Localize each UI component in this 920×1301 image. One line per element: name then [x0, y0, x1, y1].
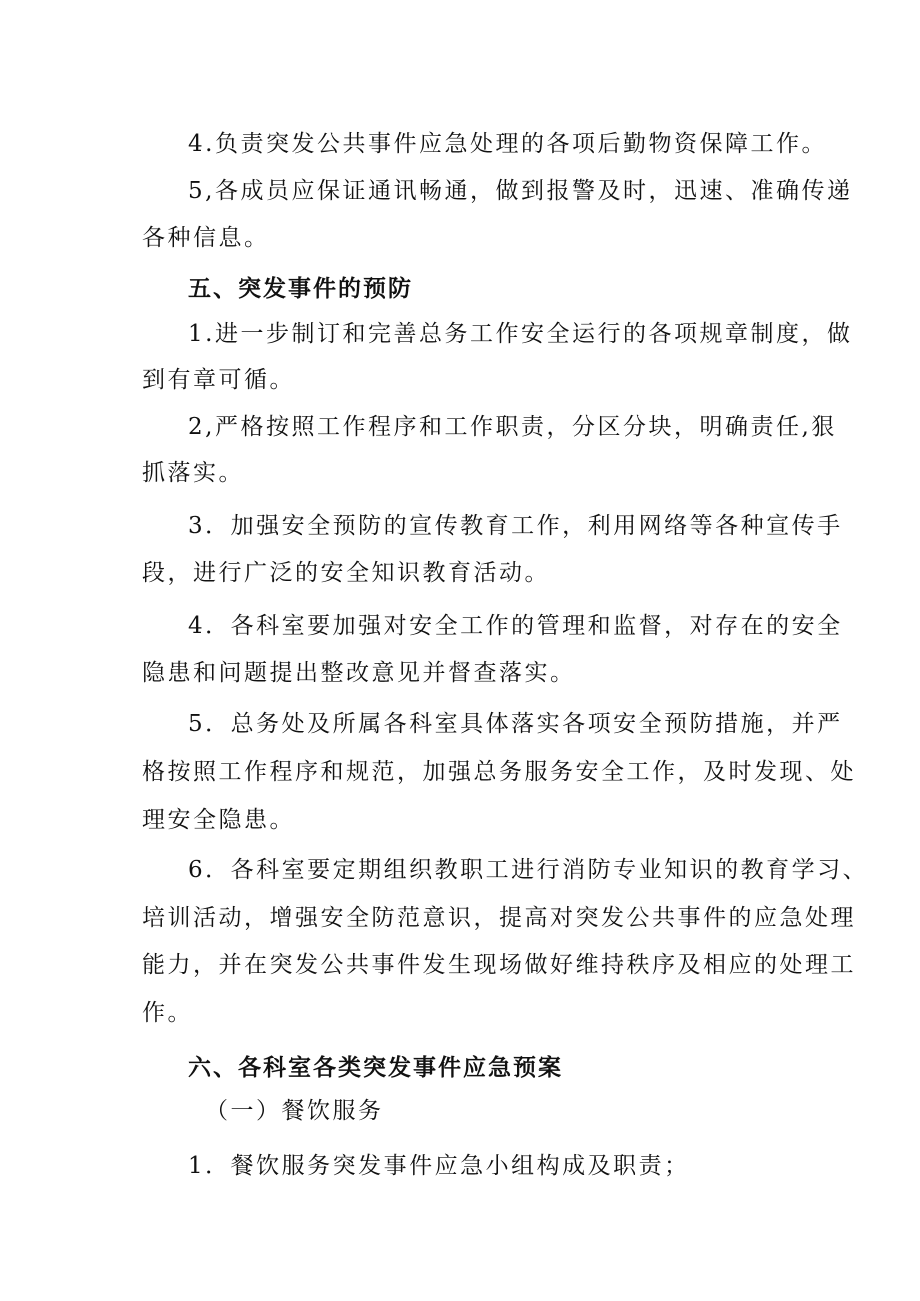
paragraph-line: 1.进一步制订和完善总务工作安全运行的各项规章制度，做 — [188, 321, 853, 347]
paragraph-line: 培训活动，增强安全防范意识，提高对突发公共事件的应急处理 — [142, 905, 856, 931]
paragraph-line: 2,严格按照工作程序和工作职责，分区分块，明确责任,狠 — [188, 414, 837, 440]
paragraph-line: 4．各科室要加强对安全工作的管理和监督，对存在的安全 — [188, 613, 843, 639]
paragraph-line: 理安全隐患。 — [142, 807, 295, 833]
paragraph-line: 段，进行广泛的安全知识教育活动。 — [142, 560, 550, 586]
paragraph-line: 到有章可循。 — [142, 367, 295, 393]
paragraph-line: 各种信息。 — [142, 225, 270, 251]
paragraph-line: 6．各科室要定期组织教职工进行消防专业知识的教育学习、 — [188, 857, 869, 883]
paragraph-line: 能力，并在突发公共事件发生现场做好维持秩序及相应的处理工 — [142, 952, 856, 978]
paragraph-line: 隐患和问题提出整改意见并督查落实。 — [142, 660, 576, 686]
section-heading-5: 五、突发事件的预防 — [188, 276, 413, 302]
paragraph-line: 1．餐饮服务突发事件应急小组构成及职责； — [188, 1153, 690, 1179]
paragraph-line: 5．总务处及所属各科室具体落实各项安全预防措施，并严 — [188, 711, 843, 737]
section-heading-6: 六、各科室各类突发事件应急预案 — [188, 1055, 563, 1081]
paragraph-line: 抓落实。 — [142, 460, 244, 486]
paragraph-line: 5,各成员应保证通讯畅通，做到报警及时，迅速、准确传递 — [188, 178, 853, 204]
paragraph-line: 格按照工作程序和规范，加强总务服务安全工作，及时发现、处 — [142, 759, 856, 785]
paragraph-line: 作。 — [142, 1000, 193, 1026]
paragraph-line: 4.负责突发公共事件应急处理的各项后勤物资保障工作。 — [188, 131, 827, 157]
paragraph-line: 3．加强安全预防的宣传教育工作，利用网络等各种宣传手 — [188, 513, 843, 539]
subsection-heading: （一）餐饮服务 — [205, 1098, 384, 1124]
